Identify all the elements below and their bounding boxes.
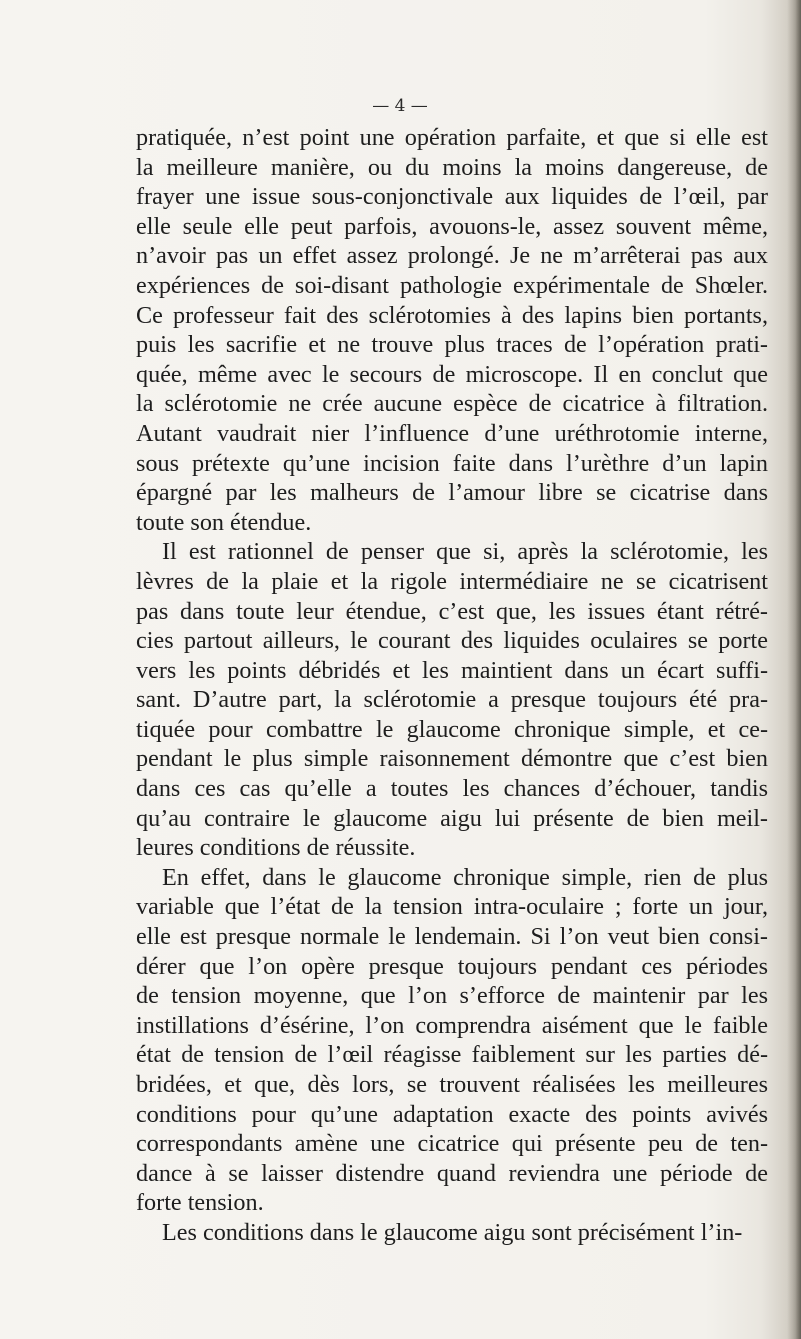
text-line: dérer que l’on opère presque toujours pendant ces périodes <box>136 952 768 980</box>
text-line: bridées, et que, dès lors, se trouvent réalisées les meilleures <box>136 1071 768 1098</box>
text-line: sant. D’autre part, la sclérotomie a presque toujours été pra- <box>136 686 768 714</box>
text-line: variable que l’état de la tension intra-oculaire ; forte un jour, <box>136 893 768 921</box>
text-line: Il est rationnel de penser que si, après la sclérotomie, les <box>162 538 768 566</box>
text-line: pas dans toute leur étendue, c’est que, les issues étant rétré- <box>136 597 768 625</box>
text-line: tiquée pour combattre le glaucome chronique simple, et ce- <box>136 715 768 743</box>
text-line: vers les points débridés et les maintient dans un écart suffi- <box>136 656 768 684</box>
text-line: elle seule elle peut parfois, avouons-le, assez souvent même, <box>136 212 768 240</box>
text-line: expériences de soi-disant pathologie expérimentale de Shœler. <box>136 271 768 299</box>
text-line: toute son étendue. <box>136 508 312 536</box>
text-line: quée, même avec le secours de microscope. Il en conclut que <box>136 360 768 388</box>
text-line: Les conditions dans le glaucome aigu sont précisément l’in- <box>162 1218 743 1246</box>
text-line: pendant le plus simple raisonnement démontre que c’est bien <box>136 745 768 773</box>
paragraph <box>136 123 768 537</box>
body-text <box>136 123 768 1248</box>
text-line: frayer une issue sous-conjonctivale aux liquides de l’œil, par <box>136 183 768 211</box>
text-line: Ce professeur fait des sclérotomies à des lapins bien portants, <box>136 301 768 329</box>
page-number: — 4 — <box>372 96 428 116</box>
text-line: conditions pour qu’une adaptation exacte des points avivés <box>136 1100 768 1128</box>
text-line: En effet, dans le glaucome chronique simple, rien de plus <box>162 863 768 891</box>
text-line: correspondants amène une cicatrice qui présente peu de ten- <box>136 1130 768 1158</box>
text-line: instillations d’ésérine, l’on comprendra aisément que le faible <box>136 1011 768 1039</box>
paragraph <box>136 863 768 1218</box>
text-line: de tension moyenne, que l’on s’efforce de maintenir par les <box>136 982 768 1010</box>
text-line: Autant vaudrait nier l’influence d’une uréthrotomie interne, <box>136 419 768 447</box>
page-edge-shadow <box>787 0 801 1339</box>
text-line: cies partout ailleurs, le courant des liquides oculaires se porte <box>136 627 768 655</box>
text-line: pratiquée, n’est point une opération parfaite, et que si elle est <box>136 124 768 151</box>
paragraph <box>136 537 768 863</box>
text-line: dans ces cas qu’elle a toutes les chances d’échouer, tandis <box>136 775 768 803</box>
text-line: puis les sacrifie et ne trouve plus traces de l’opération prati- <box>136 331 768 359</box>
text-line: n’avoir pas un effet assez prolongé. Je ne m’arrêterai pas aux <box>136 242 768 270</box>
text-line: épargné par les malheurs de l’amour libre se cicatrise dans <box>136 479 768 507</box>
text-line: lèvres de la plaie et la rigole intermédiaire ne se cicatrisent <box>136 567 768 595</box>
text-line: forte tension. <box>136 1189 264 1217</box>
text-line: état de tension de l’œil réagisse faiblement sur les parties dé- <box>136 1041 768 1069</box>
text-line: la meilleure manière, ou du moins la moins dangereuse, de <box>136 153 768 181</box>
text-line: la sclérotomie ne crée aucune espèce de cicatrice à filtration. <box>136 390 768 418</box>
text-line: sous prétexte qu’une incision faite dans l’urèthre d’un lapin <box>136 449 768 477</box>
paragraph <box>136 1218 768 1248</box>
text-line: leures conditions de réussite. <box>136 834 416 862</box>
text-line: qu’au contraire le glaucome aigu lui présente de bien meil- <box>136 804 768 832</box>
text-line: dance à se laisser distendre quand reviendra une période de <box>136 1159 768 1187</box>
text-line: elle est presque normale le lendemain. Si l’on veut bien consi- <box>136 923 768 951</box>
